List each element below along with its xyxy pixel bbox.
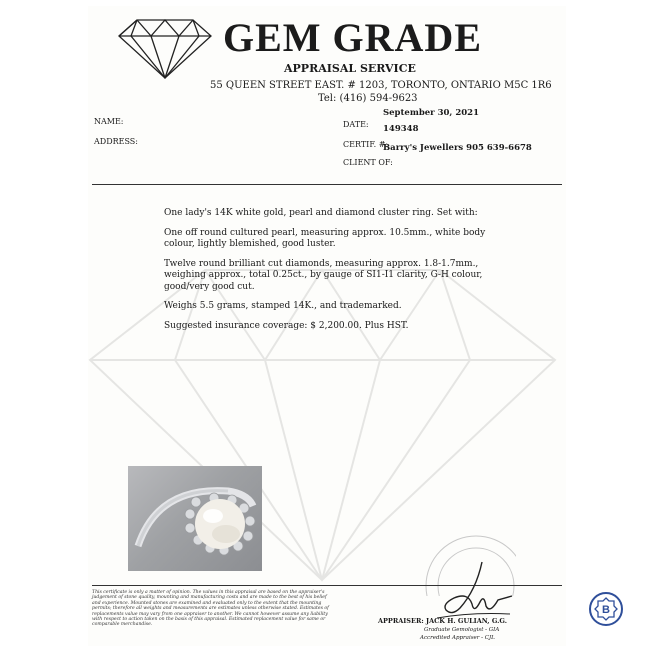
date-value: September 30, 2021 (383, 108, 480, 118)
name-label: NAME: (94, 117, 124, 126)
diamond-icon (117, 18, 213, 80)
header-divider (92, 184, 562, 185)
brand-badge-icon (589, 592, 623, 626)
certif-label: CERTIF. #: (343, 140, 389, 149)
company-subtitle: APPRAISAL SERVICE (284, 62, 416, 75)
certif-value: 149348 (383, 124, 419, 134)
svg-text:B: B (602, 604, 610, 616)
company-title: GEM GRADE (223, 15, 482, 60)
description-pearl: One off round cultured pearl, measuring approx. 10.5mm., white body colour, lightly blemished, good luster. (164, 227, 486, 249)
credential-gia: Graduate Gemologist - GIA (424, 627, 500, 633)
description-intro: One lady's 14K white gold, pearl and diamond cluster ring. Set with: (164, 208, 478, 218)
description-weight: Weighs 5.5 grams, stamped 14K., and trademarked. (164, 301, 402, 311)
appraiser-name: APPRAISER: JACK H. GULIAN, G.G. (378, 617, 507, 625)
ring-image (128, 466, 262, 571)
description-insurance: Suggested insurance coverage: $ 2,200.00. Plus HST. (164, 320, 409, 331)
company-address: 55 QUEEN STREET EAST. # 1203, TORONTO, ONTARIO M5C 1R6 (210, 80, 552, 91)
credential-cjl: Accredited Appraiser - CJL (420, 635, 495, 641)
ring-photo (128, 466, 262, 571)
client-label: CLIENT OF: (343, 158, 393, 167)
date-label: DATE: (343, 120, 369, 129)
disclaimer-text: This certificate is only a matter of opinion. The values in this appraisal are based on the appraiser's judgement of stone quality, mounting and manufacturing costs and are made to the best of his belief and experience. Mounted stones are examined and evaluated only to the extent that the mounting permits; therefore all weights and measurements are estimates unless otherwise stated. Estimates of replacements value may vary from one appraiser to another. We cannot however assume any liability with respect to action taken on the basis of this appraisal. Estimated replacement value for same or comparable merchandise. (92, 590, 329, 628)
description (164, 208, 509, 340)
company-phone: Tel: (416) 594-9623 (318, 93, 418, 104)
description-diamonds: Twelve round brilliant cut diamonds, measuring approx. 1.8-1.7mm., weighing approx., total 0.25ct., by gauge of SI1-I1 clarity, G-H colour, good/very good cut. (164, 258, 483, 292)
address-label: ADDRESS: (94, 137, 138, 146)
signature (432, 560, 517, 620)
client-value: Barry's Jewellers 905 639-6678 (383, 143, 532, 153)
